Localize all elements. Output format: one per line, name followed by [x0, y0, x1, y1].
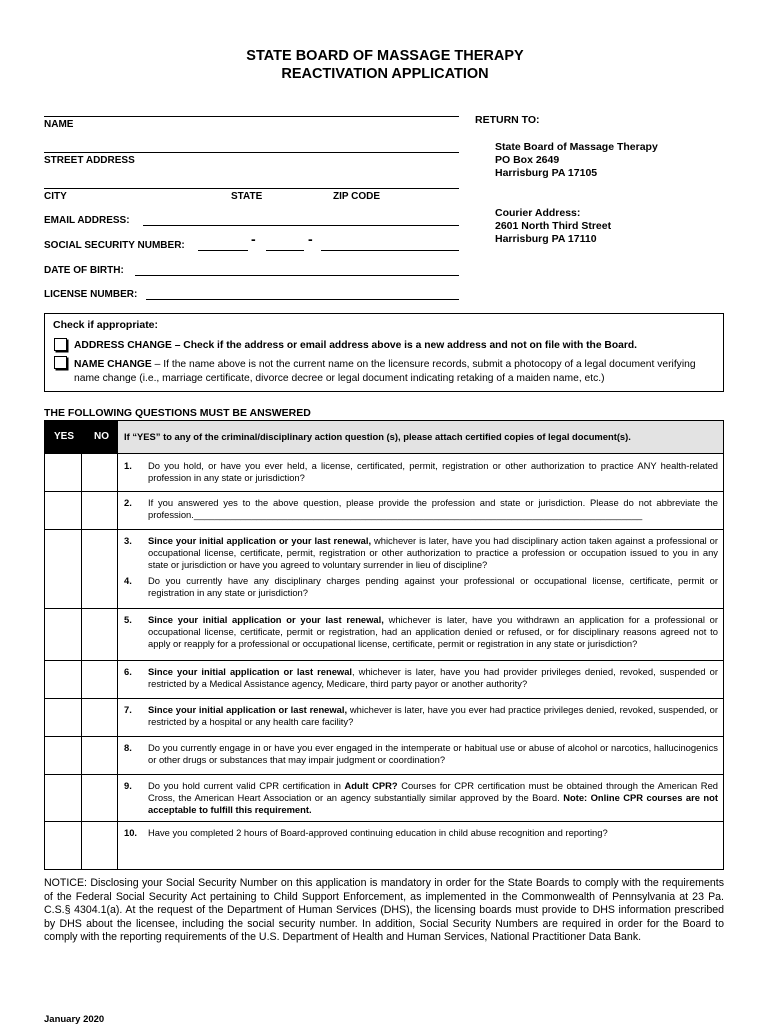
ssn-label: SOCIAL SECURITY NUMBER: [44, 240, 185, 251]
name-change-text: – If the name above is not the current name on the licensure records, submit a photocopy of a legal document verifying name change (i.e., marriage certificate, divorce decree or legal document indicating retaking of a maiden name, etc.) [74, 359, 696, 384]
check-section [44, 313, 724, 392]
question-text: Have you completed 2 hours of Board-approved continuing education in child abuse recognition and reporting? [148, 827, 608, 838]
question-text: Since your initial application or last renewal, whichever is later, have you ever had practice privileges denied, revoked, suspended, or restricted by a hospital or any health care facility? [148, 704, 718, 727]
question-number: 10. [124, 827, 138, 838]
yes-column-header: YES [54, 431, 75, 442]
question-text: Since your initial application or your last renewal, whichever is later, have you had disciplinary action taken against a professional or occupational license, certificate, permit, registration or other authorization to practice a profession or occupation issued to you in any state or jurisdiction or have you agreed to voluntary surrender in lieu of discipline? [148, 535, 718, 570]
check-heading: Check if appropriate: [53, 319, 159, 331]
address-change-checkbox[interactable] [54, 338, 67, 351]
dob-label: DATE OF BIRTH: [44, 265, 124, 276]
courier-address-line: 2601 North Third Street [495, 220, 612, 232]
question-text: Do you currently engage in or have you ever engaged in the intemperate or habitual use or abuse of alcohol or narcotics, hallucinogenics or other drugs or substances that may impair judgment or coordination? [148, 742, 718, 765]
license-field[interactable] [146, 299, 459, 300]
no-column-header: NO [94, 431, 109, 442]
return-to-heading: RETURN TO: [475, 114, 540, 126]
question-text: If you answered yes to the above question, please provide the profession and state or jurisdiction. Please do not abbreviate the profession.______________________________________________________________________________________ [148, 497, 718, 520]
email-label: EMAIL ADDRESS: [44, 215, 130, 226]
question-number: 8. [124, 742, 132, 753]
question-number: 7. [124, 704, 132, 715]
question-number: 4. [124, 575, 132, 586]
email-field[interactable] [143, 225, 459, 226]
question-text: Since your initial application or your last renewal, whichever is later, have you withdrawn an application for a professional or occupational license, certificate, permit or registration, had an application denied or refused, or for disciplinary reasons agreed not to apply or reapply for a professional or occupational license, certificate, permit or registration in any state or jurisdiction? [148, 614, 719, 649]
question-number: 5. [124, 614, 132, 625]
state-label: STATE [231, 191, 263, 202]
ssn-field-1[interactable] [198, 250, 248, 251]
form-title-line1: STATE BOARD OF MASSAGE THERAPY [246, 48, 524, 64]
zip-label: ZIP CODE [333, 191, 381, 202]
question-number: 3. [124, 535, 132, 546]
question-number: 6. [124, 666, 132, 677]
question-text: Since your initial application or last renewal, whichever is later, have you had provider privileges denied, revoked, suspended or restricted by a Medical Assistance agency, Medicare, third party payor or another authority? [148, 666, 718, 689]
question-text: Do you currently have any disciplinary charges pending against your professional or occupational license, certificate, permit or registration in any state or jurisdiction? [148, 575, 718, 598]
question-text: Do you hold current valid CPR certification in Adult CPR? Courses for CPR certification must be obtained through the American Red Cross, the American Heart Association or an agency substantially similar approved by the Board. Note: Online CPR courses are not acceptable to fulfill this requirement. [148, 780, 719, 815]
courier-address [495, 207, 611, 246]
form-date: January 2020 [44, 1014, 105, 1025]
address-change-label: ADDRESS CHANGE – Check if the address or email address above is a new address and not on file with the Board. [74, 340, 638, 351]
name-change-label [74, 358, 714, 386]
license-label: LICENSE NUMBER: [44, 289, 138, 300]
return-address-line: PO Box 2649 [495, 154, 560, 166]
question-number: 9. [124, 780, 132, 791]
name-change-checkbox[interactable] [54, 356, 67, 369]
city-label: CITY [44, 191, 67, 202]
questions-heading: THE FOLLOWING QUESTIONS MUST BE ANSWERED [44, 407, 311, 419]
dob-field[interactable] [135, 275, 459, 276]
name-change-title: NAME CHANGE [74, 359, 152, 370]
ssn-notice: NOTICE: Disclosing your Social Security Number on this application is mandatory in order for the State Boards to comply with the requirements of the Federal Social Security Act pertaining to Child Support Enforcement, as implemented in the Commonwealth of Pennsylvania at 23 Pa. C.S.§ 4304.1(a). At the request of the Department of Human Services (DHS), the licensing boards must provide to DHS information prescribed by DHS about the licensee, including the social security number. In addition, Social Security Numbers are required in order for the Board to comply with the reporting requirements of the U.S. Department of Health and Human Services, National Practitioner Data Bank. [44, 877, 724, 944]
street-line[interactable] [44, 152, 459, 153]
ssn-dash-2: - [308, 231, 313, 247]
question-text: Do you hold, or have you ever held, a license, certificated, permit, registration or other authorization to practice ANY health-related profession in any state or jurisdiction? [148, 460, 718, 483]
city-line[interactable] [44, 188, 459, 189]
instruction-text: If “YES” to any of the criminal/disciplinary action question (s), please attach certified copies of legal document(s). [124, 431, 631, 442]
name-label: NAME [44, 119, 74, 130]
ssn-field-3[interactable] [321, 250, 459, 251]
street-label: STREET ADDRESS [44, 155, 135, 166]
courier-address-line: Courier Address: [495, 207, 581, 219]
question-number: 2. [124, 497, 132, 508]
ssn-field-2[interactable] [266, 250, 304, 251]
return-address-line: State Board of Massage Therapy [495, 141, 658, 153]
courier-address-line: Harrisburg PA 17110 [495, 233, 597, 245]
form-title-line2: REACTIVATION APPLICATION [281, 66, 489, 82]
questions-table [44, 420, 724, 870]
question-number: 1. [124, 460, 132, 471]
return-address [495, 141, 658, 180]
ssn-dash-1: - [251, 231, 256, 247]
return-address-line: Harrisburg PA 17105 [495, 167, 598, 179]
